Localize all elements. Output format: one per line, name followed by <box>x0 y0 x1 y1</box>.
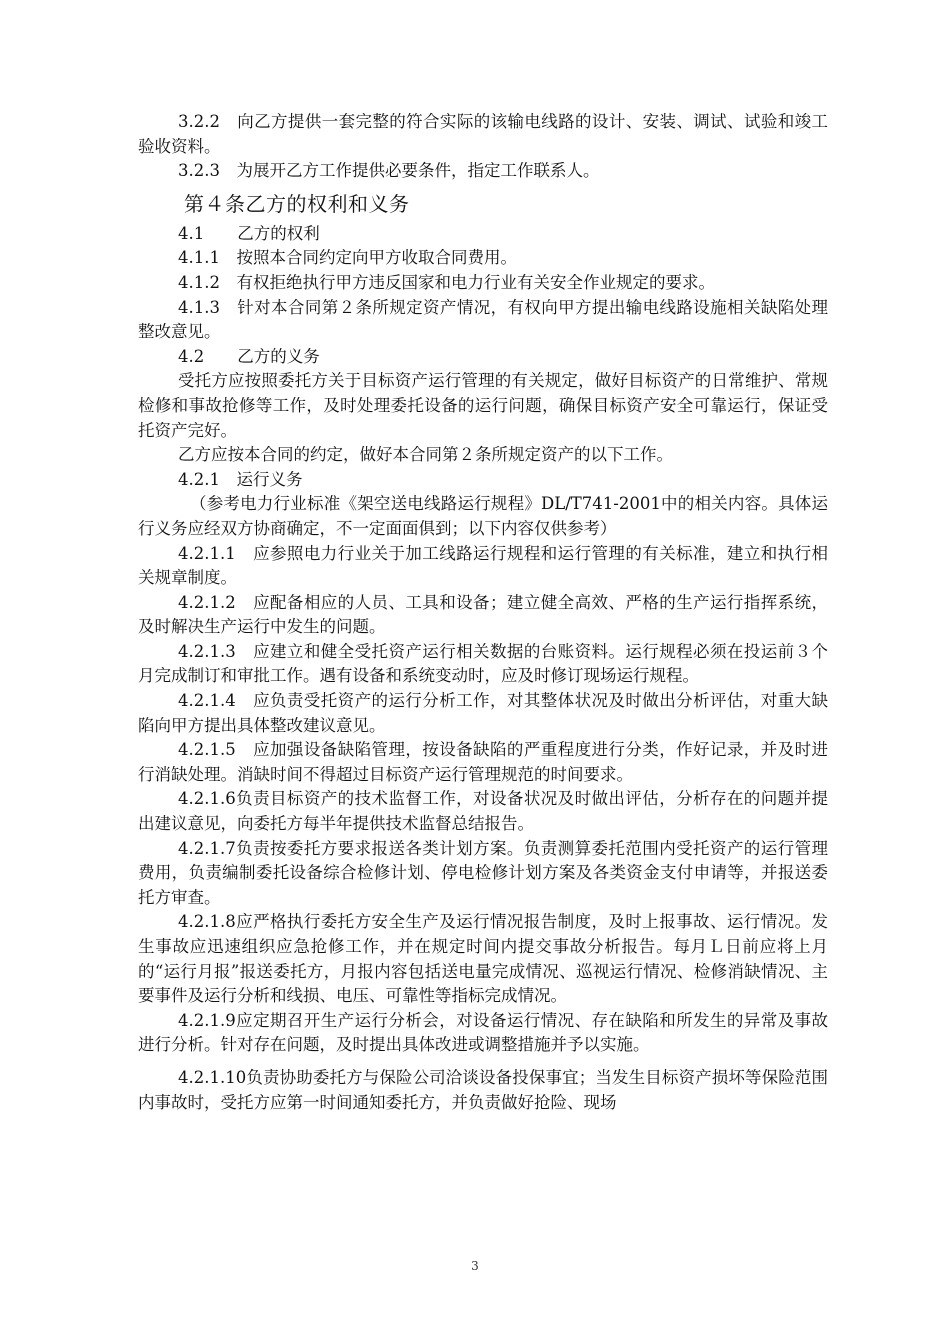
clause-4-1-1: 4.1.1 按照本合同约定向甲方收取合同费用。 <box>178 248 517 268</box>
trustee-obligation-paragraph: 受托方应按照委托方关于目标资产运行管理的有关规定，做好目标资产的日常维护、常规检修和事故抢修等工作，及时处理委托设备的运行问题，确保目标资产安全可靠运行，保证受托资产完好。 <box>138 371 828 440</box>
clause-4-2-1-4: 4.2.1.4 应负责受托资产的运行分析工作，对其整体状况及时做出分析评估，对重大缺陷向甲方提出具体整改建议意见。 <box>138 691 828 735</box>
clause-4-2-1-9: 4.2.1.9应定期召开生产运行分析会，对设备运行情况、存在缺陷和所发生的异常及事故进行分析。针对存在问题，及时提出具体改进或调整措施并予以实施。 <box>138 1010 828 1055</box>
clause-4-2-1: 4.2.1 运行义务 <box>178 469 303 489</box>
clause-4-2: 4.2 乙方的义务 <box>178 346 320 366</box>
reference-note: （参考电力行业标准《架空送电线路运行规程》DL/T741-2001中的相关内容。具体运行义务应经双方协商确定，不一定面面俱到；以下内容仅供参考） <box>138 494 828 538</box>
clause-4-1-3: 4.1.3 针对本合同第２条所规定资产情况，有权向甲方提出输电线路设施相关缺陷处理整改意见。 <box>138 297 828 342</box>
page-number: 3 <box>471 1259 479 1273</box>
clause-4-2-1-5: 4.2.1.5 应加强设备缺陷管理，按设备缺陷的严重程度进行分类，作好记录，并及时进行消缺处理。消缺时间不得超过目标资产运行管理规范的时间要求。 <box>138 740 828 784</box>
clause-3-2-3: 3.2.3 为展开乙方工作提供必要条件，指定工作联系人。 <box>178 161 600 181</box>
clause-4-2-1-6: 4.2.1.6负责目标资产的技术监督工作，对设备状况及时做出评估，分析存在的问题并提出建议意见，向委托方每半年提供技术监督总结报告。 <box>138 789 828 834</box>
clause-4-1: 4.1 乙方的权利 <box>178 223 320 243</box>
page-body <box>138 110 828 1115</box>
clause-4-2-1-2: 4.2.1.2 应配备相应的人员、工具和设备；建立健全高效、严格的生产运行指挥系统，及时解决生产运行中发生的问题。 <box>138 592 828 637</box>
article-4-heading: 第４条乙方的权利和义务 <box>184 191 410 216</box>
party-b-work-paragraph: 乙方应按本合同的约定，做好本合同第２条所规定资产的以下工作。 <box>178 445 673 465</box>
clause-4-2-1-1: 4.2.1.1 应参照电力行业关于加工线路运行规程和运行管理的有关标准，建立和执行相关规章制度。 <box>138 543 828 588</box>
clause-4-2-1-8: 4.2.1.8应严格执行委托方安全生产及运行情况报告制度，及时上报事故、运行情况。发生事故应迅速组织应急抢修工作，并在规定时间内提交事故分析报告。每月Ｌ日前应将上月的“运行月报”报送委托方，月报内容包括送电量完成情况、巡视运行情况、检修消缺情况、主要事件及运行分析和线损、电压、可靠性等指标完成情况。 <box>138 912 828 1006</box>
clause-3-2-2: 3.2.2 向乙方提供一套完整的符合实际的该输电线路的设计、安装、调试、试验和竣工验收资料。 <box>138 112 828 156</box>
clause-4-2-1-3: 4.2.1.3 应建立和健全受托资产运行相关数据的台账资料。运行规程必须在投运前３个月完成制订和审批工作。遇有设备和系统变动时，应及时修订现场运行规程。 <box>138 641 828 686</box>
clause-4-1-2: 4.1.2 有权拒绝执行甲方违反国家和电力行业有关安全作业规定的要求。 <box>178 272 715 292</box>
clause-4-2-1-7: 4.2.1.7负责按委托方要求报送各类计划方案。负责测算委托范围内受托资产的运行管理费用，负责编制委托设备综合检修计划、停电检修计划方案及各类资金支付申请等，并报送委托方审查。 <box>138 838 828 907</box>
clause-4-2-1-10: 4.2.1.10负责协助委托方与保险公司洽谈设备投保事宜；当发生目标资产损坏等保险范围内事故时，受托方应第一时间通知委托方，并负责做好抢险、现场 <box>138 1067 828 1112</box>
paragraph-spacer <box>138 1058 828 1066</box>
